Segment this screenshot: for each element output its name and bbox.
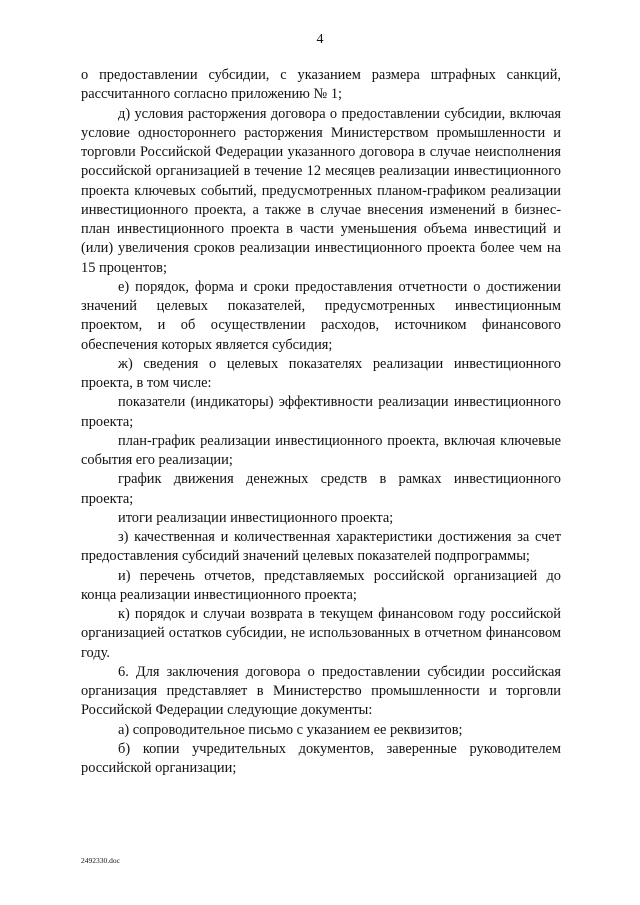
paragraph-item-k: к) порядок и случаи возврата в текущем финансовом году российской организацией остатков субсидии, не использованных в отчетном финансовом году. bbox=[81, 606, 561, 661]
paragraph-item-zh: ж) сведения о целевых показателях реализации инвестиционного проекта, в том числе: bbox=[81, 355, 561, 391]
paragraph-schedule: план-график реализации инвестиционного проекта, включая ключевые события его реализации; bbox=[81, 432, 561, 468]
paragraph-results: итоги реализации инвестиционного проекта; bbox=[118, 509, 394, 526]
paragraph-item-a: а) сопроводительное письмо с указанием ее реквизитов; bbox=[118, 721, 463, 738]
paragraph-section-6: 6. Для заключения договора о предоставлении субсидии российская организация представляет в Министерство промышленности и торговли Российской Федерации следующие документы: bbox=[81, 663, 561, 719]
page-number: 4 bbox=[316, 32, 324, 47]
paragraph-indicators: показатели (индикаторы) эффективности реализации инвестиционного проекта; bbox=[81, 394, 561, 430]
paragraph-item-b: б) копии учредительных документов, заверенные руководителем российской организации; bbox=[81, 740, 561, 776]
paragraph-continuation: о предоставлении субсидии, с указанием размера штрафных санкций, рассчитанного согласно приложению № 1; bbox=[81, 67, 561, 103]
document-body bbox=[81, 66, 561, 778]
paragraph-item-e: е) порядок, форма и сроки предоставления отчетности о достижении значений целевых показателей, предусмотренных инвестиционным проектом, и об осуществлении расходов, источником финансового обеспечения которых является субсидия; bbox=[81, 278, 561, 353]
paragraph-item-z: з) качественная и количественная характеристики достижения за счет предоставления субсидий значений целевых показателей подпрограммы; bbox=[81, 529, 561, 565]
footer-file-name: 2492330.doc bbox=[81, 856, 120, 865]
paragraph-cash-flow: график движения денежных средств в рамках инвестиционного проекта; bbox=[81, 471, 561, 507]
paragraph-item-d: д) условия расторжения договора о предоставлении субсидии, включая условие одностороннего расторжения Министерством промышленности и торговли Российской Федерации указанного договора в случае неисполнения российской организацией в течение 12 месяцев реализации инвестиционного проекта ключевых событий, предусмотренных планом-графиком реализации инвестиционного проекта, а также в случае внесения изменений в бизнес-план инвестиционного проекта в части уменьшения объема инвестиций и (или) увеличения сроков реализации инвестиционного проекта более чем на 15 процентов; bbox=[81, 105, 561, 276]
paragraph-item-i: и) перечень отчетов, представляемых российской организацией до конца реализации инвестиционного проекта; bbox=[81, 567, 561, 603]
